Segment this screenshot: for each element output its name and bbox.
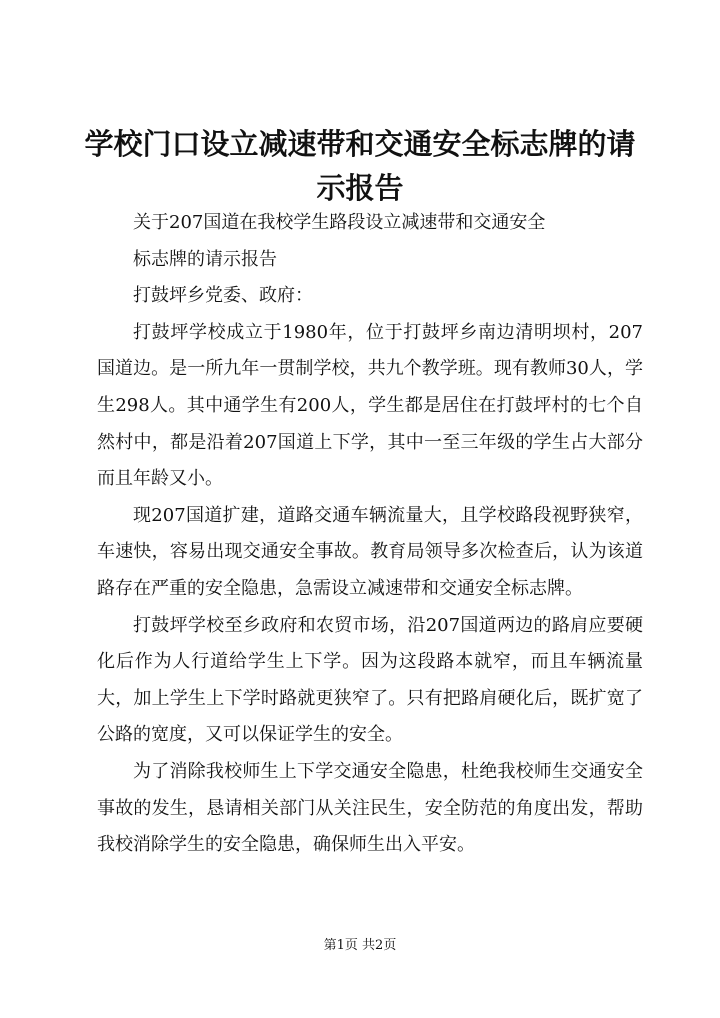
subtitle-line-1: 关于207国道在我校学生路段设立减速带和交通安全 xyxy=(133,212,546,233)
paragraph: 为了消除我校师生上下学交通安全隐患，杜绝我校师生交通安全事故的发生，恳请相关部门从关注民生，安全防范的角度出发，帮助我校消除学生的安全隐患，确保师生出入平安。 xyxy=(97,760,643,856)
salutation: 打鼓坪乡党委、政府： xyxy=(133,285,313,307)
page-footer xyxy=(0,937,720,955)
subtitle-line-2: 标志牌的请示报告 xyxy=(133,248,277,270)
document-body xyxy=(97,205,643,864)
document-title: 学校门口设立减速带和交通安全标志牌的请示报告 xyxy=(84,127,636,205)
paragraph: 现207国道扩建，道路交通车辆流量大，且学校路段视野狭窄，车速快，容易出现交通安全事故。教育局领导多次检查后，认为该道路存在严重的安全隐患，急需设立减速带和交通安全标志牌。 xyxy=(97,504,643,599)
paragraph: 打鼓坪学校成立于1980年，位于打鼓坪乡南边清明坝村，207国道边。是一所九年一贯制学校，共九个教学班。现有教师30人，学生298人。其中通学生有200人，学生都是居住在打鼓坪村的七个自然村中，都是沿着207国道上下学，其中一至三年级的学生占大部分而且年龄又小。 xyxy=(97,321,643,490)
paragraph: 打鼓坪学校至乡政府和农贸市场，沿207国道两边的路肩应要硬化后作为人行道给学生上下学。因为这段路本就窄，而且车辆流量大，加上学生上下学时路就更狭窄了。只有把路肩硬化后，既扩宽了公路的宽度，又可以保证学生的安全。 xyxy=(97,614,643,746)
page-indicator: 第1页 共2页 xyxy=(323,938,397,953)
